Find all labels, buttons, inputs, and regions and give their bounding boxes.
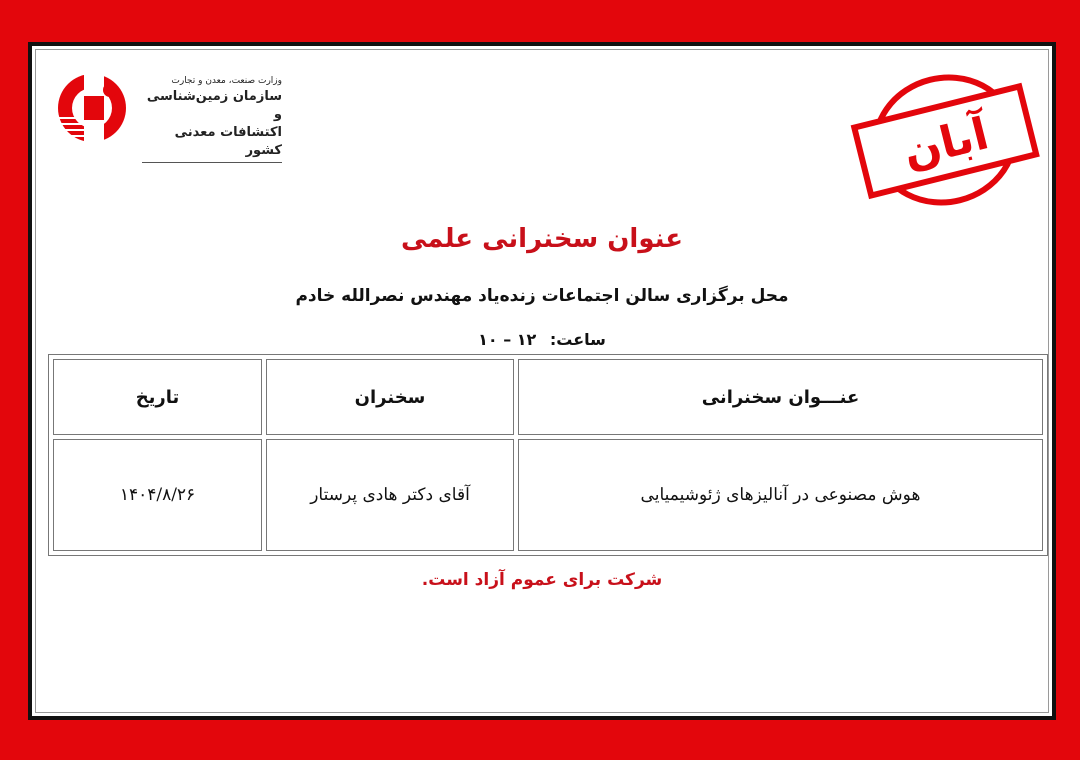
organization-name bbox=[142, 74, 282, 163]
page-title: عنوان سخنرانی علمی bbox=[400, 224, 684, 254]
table-header-row bbox=[53, 359, 1043, 435]
time-label: ساعت: bbox=[549, 330, 606, 349]
organization-name-line1: سازمان زمین‌شناسی و bbox=[146, 89, 282, 122]
header-speaker: سخنران bbox=[266, 359, 514, 435]
announcement-card bbox=[28, 42, 1056, 720]
lecture-table bbox=[48, 354, 1048, 556]
organization-name-line2: اکتشافات معدنی کشور bbox=[142, 124, 282, 163]
stamp-text: آبان bbox=[898, 108, 994, 179]
month-stamp bbox=[850, 70, 1040, 210]
ministry-name: وزارت صنعت، معدن و تجارت bbox=[171, 76, 282, 86]
time-range: ۱۲ – ۱۰ bbox=[478, 330, 537, 349]
organization-logo bbox=[54, 68, 294, 158]
header-topic: عنـــوان سخنرانی bbox=[518, 359, 1043, 435]
public-admission-note: شرکت برای عموم آزاد است. bbox=[421, 570, 663, 590]
time-line bbox=[32, 330, 1052, 349]
cell-speaker: آقای دکتر هادی پرستار bbox=[266, 439, 514, 551]
table-row bbox=[53, 439, 1043, 551]
cell-date: ۱۴۰۴/۸/۲۶ bbox=[53, 439, 262, 551]
logo-mark-icon bbox=[54, 70, 130, 146]
cell-topic: هوش مصنوعی در آنالیزهای ژئوشیمیایی bbox=[518, 439, 1043, 551]
header-date: تاریخ bbox=[53, 359, 262, 435]
venue-text: محل برگزاری سالن اجتماعات زنده‌یاد مهندس نصرالله خادم bbox=[295, 286, 789, 306]
